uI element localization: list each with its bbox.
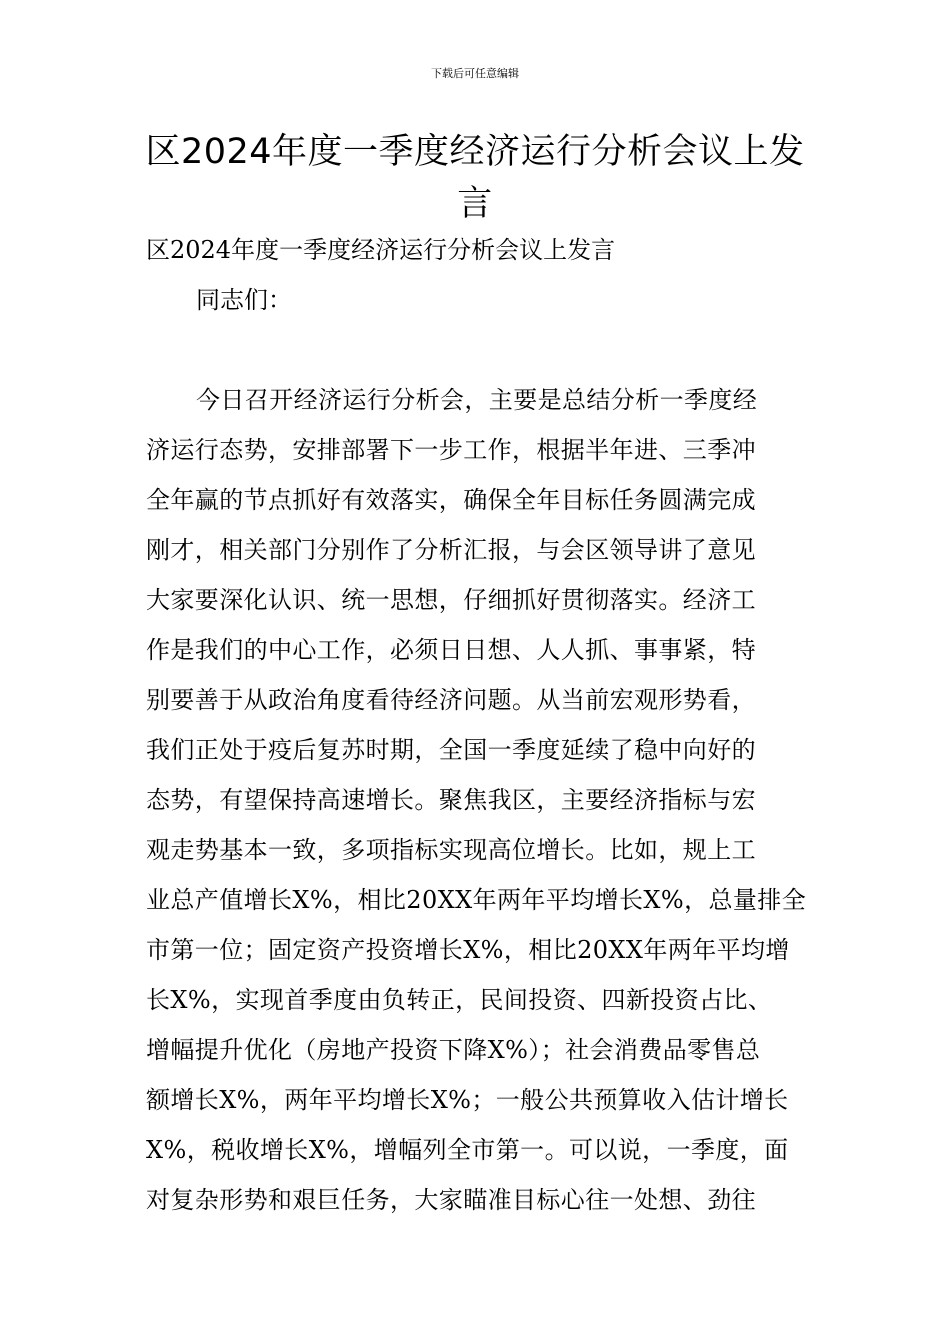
paragraph-line: 观走势基本一致，多项指标实现高位增长。比如，规上工 [146, 836, 756, 864]
paragraph-line: 大家要深化认识、统一思想，仔细抓好贯彻落实。经济工 [146, 586, 756, 614]
paragraph-line: 济运行态势，安排部署下一步工作，根据半年进、三季冲 [146, 436, 756, 464]
greeting: 同志们： [196, 286, 292, 314]
paragraph-line: 业总产值增长X%，相比20XX年两年平均增长X%，总量排全 [146, 886, 807, 914]
paragraph-line: 今日召开经济运行分析会，主要是总结分析一季度经 [196, 386, 758, 414]
document-title: 区2024年度一季度经济运行分析会议上发言 [145, 132, 805, 224]
body-paragraph [146, 378, 806, 1228]
paragraph-line: X%，税收增长X%，增幅列全市第一。可以说，一季度，面 [146, 1136, 789, 1164]
paragraph-line: 别要善于从政治角度看待经济问题。从当前宏观形势看， [146, 686, 756, 714]
paragraph-line: 对复杂形势和艰巨任务，大家瞄准目标心往一处想、劲往 [146, 1186, 756, 1214]
paragraph-line: 态势，有望保持高速增长。聚焦我区，主要经济指标与宏 [146, 786, 756, 814]
paragraph-line: 长X%，实现首季度由负转正，民间投资、四新投资占比、 [146, 986, 773, 1014]
paragraph-line: 市第一位；固定资产投资增长X%，相比20XX年两年平均增 [146, 936, 790, 964]
header-note: 下载后可任意编辑 [431, 67, 519, 80]
paragraph-line: 全年赢的节点抓好有效落实，确保全年目标任务圆满完成 [146, 486, 756, 514]
paragraph-line: 增幅提升优化（房地产投资下降X%）；社会消费品零售总 [146, 1036, 761, 1064]
paragraph-line: 作是我们的中心工作，必须日日想、人人抓、事事紧，特 [146, 636, 756, 664]
paragraph-line: 我们正处于疫后复苏时期，全国一季度延续了稳中向好的 [146, 736, 756, 764]
document-subtitle: 区2024年度一季度经济运行分析会议上发言 [146, 236, 616, 264]
paragraph-line: 额增长X%，两年平均增长X%；一般公共预算收入估计增长 [146, 1086, 789, 1114]
paragraph-line: 刚才，相关部门分别作了分析汇报，与会区领导讲了意见 [146, 536, 756, 564]
